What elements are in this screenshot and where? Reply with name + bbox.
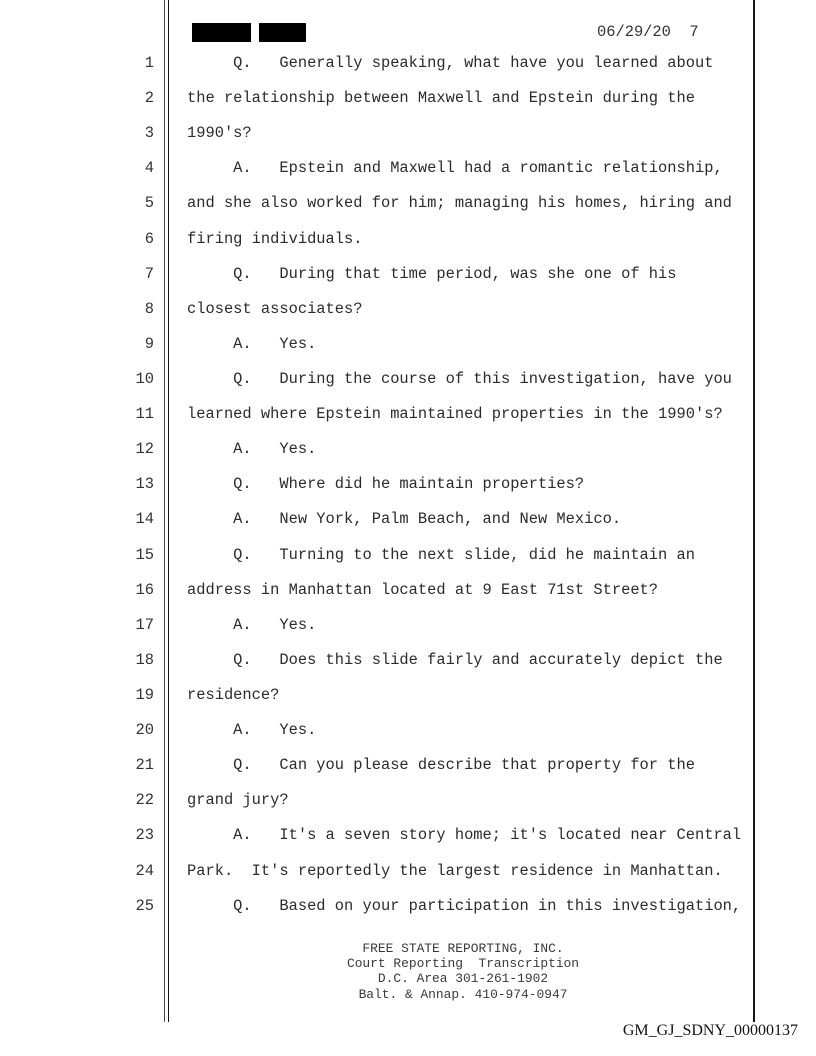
transcript-line-text: firing individuals. bbox=[187, 229, 363, 248]
transcript-line bbox=[0, 538, 753, 573]
transcript-line-text: closest associates? bbox=[187, 299, 363, 318]
redaction-box bbox=[259, 23, 306, 42]
line-number: 21 bbox=[135, 756, 154, 775]
line-number: 4 bbox=[144, 159, 154, 178]
line-number: 16 bbox=[135, 580, 154, 599]
transcript-line-text: A. Yes. bbox=[187, 440, 317, 459]
transcript-line-text: A. It's a seven story home; it's located near Central bbox=[187, 826, 742, 845]
line-number: 5 bbox=[144, 194, 154, 213]
transcript-line-text: A. Yes. bbox=[187, 721, 317, 740]
transcript-line bbox=[0, 432, 753, 467]
transcript-line-text: A. Yes. bbox=[187, 334, 317, 353]
line-number: 19 bbox=[135, 685, 154, 704]
transcript-line-text: learned where Epstein maintained properties in the 1990's? bbox=[187, 405, 723, 424]
transcript-line bbox=[0, 748, 753, 783]
line-number: 15 bbox=[135, 545, 154, 564]
transcript-line-text: A. New York, Palm Beach, and New Mexico. bbox=[187, 510, 622, 529]
line-number: 24 bbox=[135, 861, 154, 880]
line-number: 23 bbox=[135, 826, 154, 845]
transcript-line-text: and she also worked for him; managing his homes, hiring and bbox=[187, 194, 732, 213]
reporter-name: FREE STATE REPORTING, INC. bbox=[362, 941, 564, 956]
transcript-line bbox=[0, 854, 753, 889]
transcript-line bbox=[0, 257, 753, 292]
transcript-line bbox=[0, 467, 753, 502]
transcript-line bbox=[0, 116, 753, 151]
transcript-line bbox=[0, 713, 753, 748]
transcript-line bbox=[0, 818, 753, 853]
transcript-line-text: A. Epstein and Maxwell had a romantic relationship, bbox=[187, 159, 723, 178]
line-number: 13 bbox=[135, 475, 154, 494]
transcript-line bbox=[0, 186, 753, 221]
line-number: 1 bbox=[144, 54, 154, 72]
line-number: 8 bbox=[144, 299, 154, 318]
line-number: 14 bbox=[135, 510, 154, 529]
transcript-line-text: residence? bbox=[187, 685, 280, 704]
transcript-line bbox=[0, 151, 753, 186]
reporter-phone-balt: Balt. & Annap. 410-974-0947 bbox=[358, 986, 568, 1002]
line-number: 12 bbox=[135, 440, 154, 459]
bates-number: GM_GJ_SDNY_00000137 bbox=[622, 1022, 798, 1039]
redaction-box bbox=[192, 23, 251, 42]
line-number: 2 bbox=[144, 89, 154, 108]
header-date-page: 06/29/20 7 bbox=[597, 23, 699, 41]
line-number: 10 bbox=[135, 369, 154, 388]
transcript-line bbox=[0, 327, 753, 362]
transcript-line-text: the relationship between Maxwell and Epstein during the bbox=[187, 89, 695, 108]
transcript-line-text: Q. Generally speaking, what have you learned about bbox=[187, 54, 714, 72]
transcript-line-text: Q. Does this slide fairly and accurately depict the bbox=[187, 650, 723, 669]
transcript-line-text: grand jury? bbox=[187, 791, 289, 810]
transcript-line bbox=[0, 643, 753, 678]
transcript-line bbox=[0, 222, 753, 257]
transcript-line-text: Park. It's reportedly the largest residence in Manhattan. bbox=[187, 861, 723, 880]
line-number: 6 bbox=[144, 229, 154, 248]
transcript-line bbox=[0, 397, 753, 432]
line-number: 17 bbox=[135, 615, 154, 634]
transcript-body bbox=[0, 46, 753, 924]
right-rule bbox=[753, 0, 755, 1022]
transcript-line bbox=[0, 678, 753, 713]
line-number: 11 bbox=[135, 405, 154, 424]
line-number: 20 bbox=[135, 721, 154, 740]
transcript-line-text: Q. Turning to the next slide, did he maintain an bbox=[187, 545, 695, 564]
transcript-line bbox=[0, 292, 753, 327]
transcript-line bbox=[0, 362, 753, 397]
transcript-line-text: A. Yes. bbox=[187, 615, 317, 634]
line-number: 25 bbox=[135, 896, 154, 915]
reporter-footer bbox=[187, 941, 739, 1002]
line-number: 22 bbox=[135, 791, 154, 810]
transcript-line bbox=[0, 783, 753, 818]
transcript-line bbox=[0, 81, 753, 116]
transcript-line bbox=[0, 573, 753, 608]
line-number: 18 bbox=[135, 650, 154, 669]
reporter-services: Court Reporting Transcription bbox=[346, 956, 580, 972]
transcript-line-text: Q. Where did he maintain properties? bbox=[187, 475, 585, 494]
transcript-line-text: Q. Can you please describe that property for the bbox=[187, 756, 695, 775]
line-number: 3 bbox=[144, 124, 154, 143]
transcript-line-text: Q. Based on your participation in this investigation, bbox=[187, 896, 742, 915]
transcript-line bbox=[0, 608, 753, 643]
transcript-line-text: 1990's? bbox=[187, 124, 252, 143]
transcript-line bbox=[0, 889, 753, 924]
line-number: 9 bbox=[144, 334, 154, 353]
line-number: 7 bbox=[144, 264, 154, 283]
transcript-line bbox=[0, 502, 753, 537]
transcript-line-text: Q. During that time period, was she one of his bbox=[187, 264, 677, 283]
transcript-line-text: address in Manhattan located at 9 East 71st Street? bbox=[187, 580, 659, 599]
transcript-line bbox=[0, 46, 753, 81]
transcript-line-text: Q. During the course of this investigation, have you bbox=[187, 369, 732, 388]
reporter-phone-dc: D.C. Area 301-261-1902 bbox=[377, 971, 549, 987]
